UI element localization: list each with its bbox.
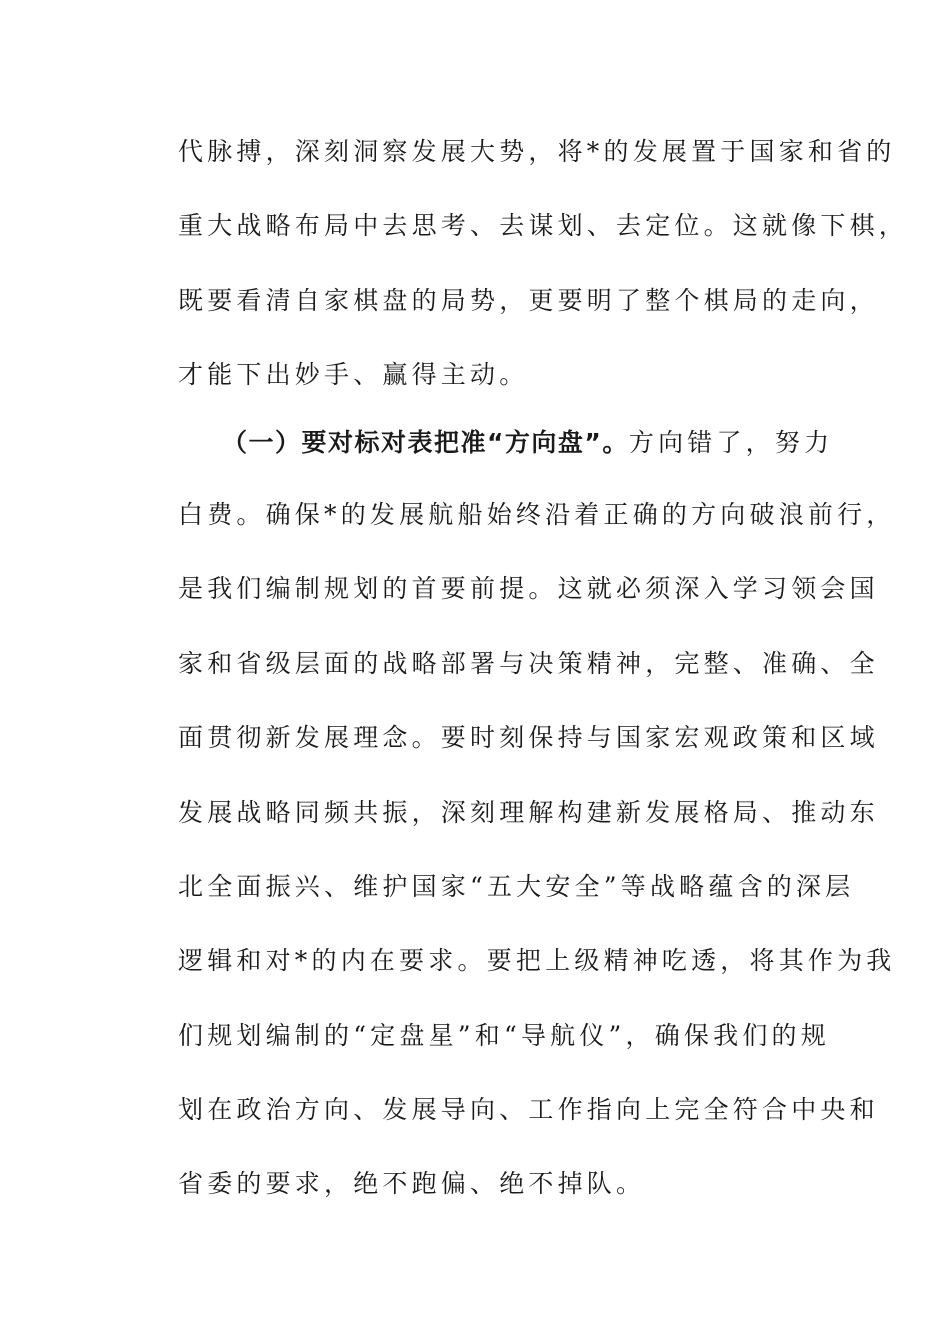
section-line-3: 家和省级层面的战略部署与决策精神，完整、准确、全 bbox=[178, 649, 879, 678]
section-line-10: 省委的要求，绝不跑偏、绝不掉队。 bbox=[178, 1169, 646, 1198]
section-line-5: 发展战略同频共振，深刻理解构建新发展格局、推动东 bbox=[178, 798, 879, 827]
section-line-1: 白费。确保*的发展航船始终沿着正确的方向破浪前行， bbox=[178, 500, 896, 529]
section-heading: （一）要对标对表把准“方向盘”。 bbox=[222, 428, 629, 457]
text-line-4: 才能下出妙手、赢得主动。 bbox=[178, 360, 529, 389]
section-line-9: 划在政治方向、发展导向、工作指向上完全符合中央和 bbox=[178, 1095, 879, 1124]
text-line-2: 重大战略布局中去思考、去谋划、去定位。这就像下棋， bbox=[178, 211, 909, 240]
section-line-7: 逻辑和对*的内在要求。要把上级精神吃透，将其作为我 bbox=[178, 946, 896, 975]
section-line-6: 北全面振兴、维护国家“五大安全”等战略蕴含的深层 bbox=[178, 872, 855, 901]
section-line-4: 面贯彻新发展理念。要时刻保持与国家宏观政策和区域 bbox=[178, 723, 879, 752]
text-line-3: 既要看清自家棋盘的局势，更要明了整个棋局的走向， bbox=[178, 286, 879, 315]
section-first-line bbox=[222, 423, 833, 463]
section-line-8: 们规划编制的“定盘星”和“导航仪”，确保我们的规 bbox=[178, 1021, 830, 1050]
text-line-1: 代脉搏，深刻洞察发展大势，将*的发展置于国家和省的 bbox=[178, 137, 896, 166]
section-line-2: 是我们编制规划的首要前提。这就必须深入学习领会国 bbox=[178, 574, 879, 603]
section-first-line-rest: 方向错了，努力 bbox=[628, 428, 834, 457]
